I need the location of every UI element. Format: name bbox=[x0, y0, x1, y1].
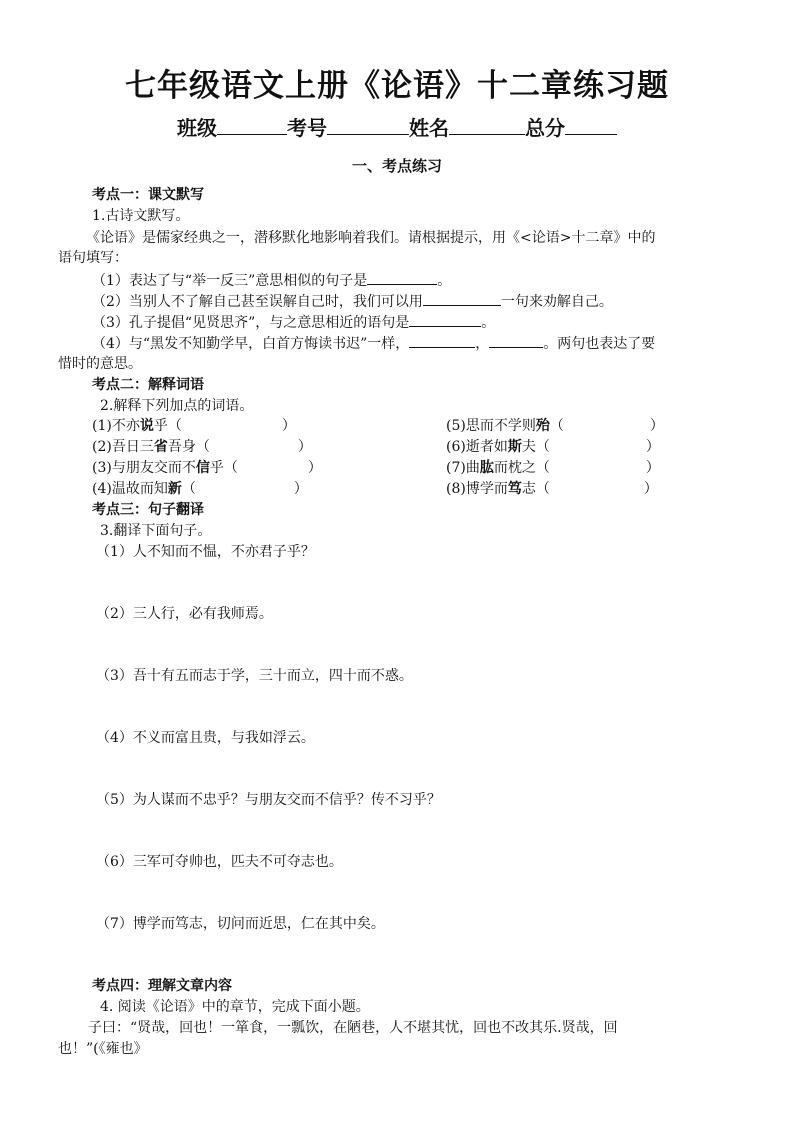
class-label: 班级 bbox=[177, 116, 217, 140]
q3-sentence-7: （7）博学而笃志，切问而近思，仁在其中矣。 bbox=[96, 916, 385, 932]
class-blank[interactable] bbox=[217, 116, 287, 135]
q1-item1-blank[interactable] bbox=[367, 270, 437, 285]
q4-intro: 4. 阅读《论语》中的章节，完成下面小题。 bbox=[100, 999, 370, 1015]
q1-item4 bbox=[92, 333, 655, 354]
q2-item-8-dotted: 笃 bbox=[507, 481, 522, 497]
q2-item-1 bbox=[92, 416, 296, 436]
score-label: 总分 bbox=[525, 116, 565, 140]
name-blank[interactable] bbox=[449, 116, 525, 135]
q2-item-7-dotted: 肱 bbox=[479, 460, 494, 476]
q2-item-4-post: （ bbox=[181, 481, 196, 497]
q1-intro: 1.古诗文默写。 bbox=[92, 208, 190, 224]
q4-text-line1: 子曰：“贤哉，回也！一箪食，一瓢饮，在陋巷，人不堪其忧，回也不改其乐.贤哉，回 bbox=[88, 1020, 618, 1036]
student-info-line bbox=[0, 112, 794, 141]
q2-item-2-dotted: 省 bbox=[153, 439, 168, 455]
q1-item3-text: （3）孔子提倡“见贤思齐”，与之意思相近的语句是 bbox=[92, 315, 410, 331]
q2-item-3 bbox=[92, 458, 322, 478]
q2-item-4-close: ） bbox=[293, 481, 308, 497]
q3-sentence-2: （2）三人行，必有我师焉。 bbox=[96, 606, 273, 622]
q2-item-1-pre: (1)不亦 bbox=[92, 418, 140, 434]
q2-item-6 bbox=[446, 437, 660, 457]
q2-item-5-post: （ bbox=[549, 418, 564, 434]
q2-item-8 bbox=[446, 479, 658, 499]
q2-item-3-post: 乎（ bbox=[209, 460, 238, 476]
q1-item4-blank-b[interactable] bbox=[489, 333, 543, 348]
q2-item-3-close: ） bbox=[307, 460, 322, 476]
point4-heading: 考点四：理解文章内容 bbox=[92, 978, 232, 994]
q1-item2 bbox=[92, 291, 613, 312]
q1-desc-line1: 《论语》是儒家经典之一，潜移默化地影响着我们。请根据提示，用《<论语>十二章》中的 bbox=[86, 230, 656, 246]
q1-item2-tail: 一句来劝解自己。 bbox=[500, 294, 613, 310]
q2-item-7-pre: (7)曲 bbox=[446, 460, 480, 476]
q2-item-1-post: 乎（ bbox=[153, 418, 182, 434]
q2-item-5-close: ） bbox=[649, 418, 664, 434]
q2-item-2-post: 吾身（ bbox=[167, 439, 210, 455]
q1-item3-period: 。 bbox=[481, 315, 496, 331]
q1-desc-line2: 语句填写： bbox=[58, 250, 128, 266]
q2-item-6-pre: (6)逝者如 bbox=[446, 439, 508, 455]
q2-item-5-pre: (5)思而不学则 bbox=[446, 418, 536, 434]
q3-sentence-6: （6）三军可夺帅也，匹夫不可夺志也。 bbox=[96, 854, 343, 870]
q1-item4-tail: 。两句也表达了要 bbox=[543, 336, 656, 352]
q2-item-8-post: 志（ bbox=[521, 481, 550, 497]
q3-sentence-1: （1）人不知而不愠，不亦君子乎？ bbox=[96, 544, 315, 560]
q2-item-2-pre: (2)吾日三 bbox=[92, 439, 154, 455]
point1-heading: 考点一：课文默写 bbox=[92, 187, 204, 203]
q1-item1-period: 。 bbox=[437, 273, 452, 289]
name-label: 姓名 bbox=[409, 116, 449, 140]
q1-item2-text: （2）当别人不了解自己甚至误解自己时，我们可以用 bbox=[92, 294, 423, 310]
q1-item4-blank-a[interactable] bbox=[409, 333, 475, 348]
section-title: 一、考点练习 bbox=[351, 157, 442, 175]
q2-item-1-close: ） bbox=[281, 418, 296, 434]
q4-text-line2: 也！”(《雍也》 bbox=[58, 1041, 148, 1057]
q2-item-3-pre: (3)与朋友交而不 bbox=[92, 460, 196, 476]
q1-item2-blank[interactable] bbox=[423, 291, 501, 306]
q2-item-4 bbox=[92, 479, 308, 499]
q1-item3 bbox=[92, 312, 495, 333]
q1-item3-blank[interactable] bbox=[409, 312, 481, 327]
q2-item-6-close: ） bbox=[645, 439, 660, 455]
q3-sentence-5: （5）为人谋而不忠乎？与朋友交而不信乎？传不习乎？ bbox=[96, 792, 441, 808]
q2-item-8-pre: (8)博学而 bbox=[446, 481, 508, 497]
q2-item-7 bbox=[446, 458, 660, 478]
page-title: 七年级语文上册《论语》十二章练习题 bbox=[125, 68, 669, 104]
point3-heading: 考点三：句子翻译 bbox=[92, 502, 204, 518]
q1-item1-text: （1）表达了与“举一反三”意思相似的句子是 bbox=[92, 273, 368, 289]
q2-item-4-dotted: 新 bbox=[167, 481, 182, 497]
q3-sentence-3: （3）吾十有五而志于学，三十而立，四十而不惑。 bbox=[96, 668, 413, 684]
q2-item-6-post: 夫（ bbox=[521, 439, 550, 455]
q2-item-4-pre: (4)温故而知 bbox=[92, 481, 168, 497]
q2-item-5 bbox=[446, 416, 664, 436]
q1-item1 bbox=[92, 270, 451, 291]
q3-intro: 3.翻译下面句子。 bbox=[100, 523, 212, 539]
q2-intro: 2.解释下列加点的词语。 bbox=[100, 398, 254, 414]
q1-item4-comma: ， bbox=[475, 336, 490, 352]
q2-item-6-dotted: 斯 bbox=[507, 439, 522, 455]
q2-item-7-close: ） bbox=[645, 460, 660, 476]
q2-item-5-dotted: 殆 bbox=[535, 418, 550, 434]
q1-item4-text: （4）与“黑发不知勤学早，白首方悔读书迟”一样， bbox=[92, 336, 410, 352]
q2-item-2 bbox=[92, 437, 312, 457]
exam-no-label: 考号 bbox=[287, 116, 327, 140]
q2-item-8-close: ） bbox=[643, 481, 658, 497]
point2-heading: 考点二：解释词语 bbox=[92, 377, 204, 393]
q2-item-1-dotted: 说 bbox=[139, 418, 154, 434]
q2-item-3-dotted: 信 bbox=[195, 460, 210, 476]
q1-item4-cont: 惜时的意思。 bbox=[58, 356, 142, 372]
q2-item-7-post: 而枕之（ bbox=[493, 460, 550, 476]
score-blank[interactable] bbox=[565, 116, 617, 135]
exam-no-blank[interactable] bbox=[327, 116, 409, 135]
q2-item-2-close: ） bbox=[297, 439, 312, 455]
q3-sentence-4: （4）不义而富且贵，与我如浮云。 bbox=[96, 730, 315, 746]
